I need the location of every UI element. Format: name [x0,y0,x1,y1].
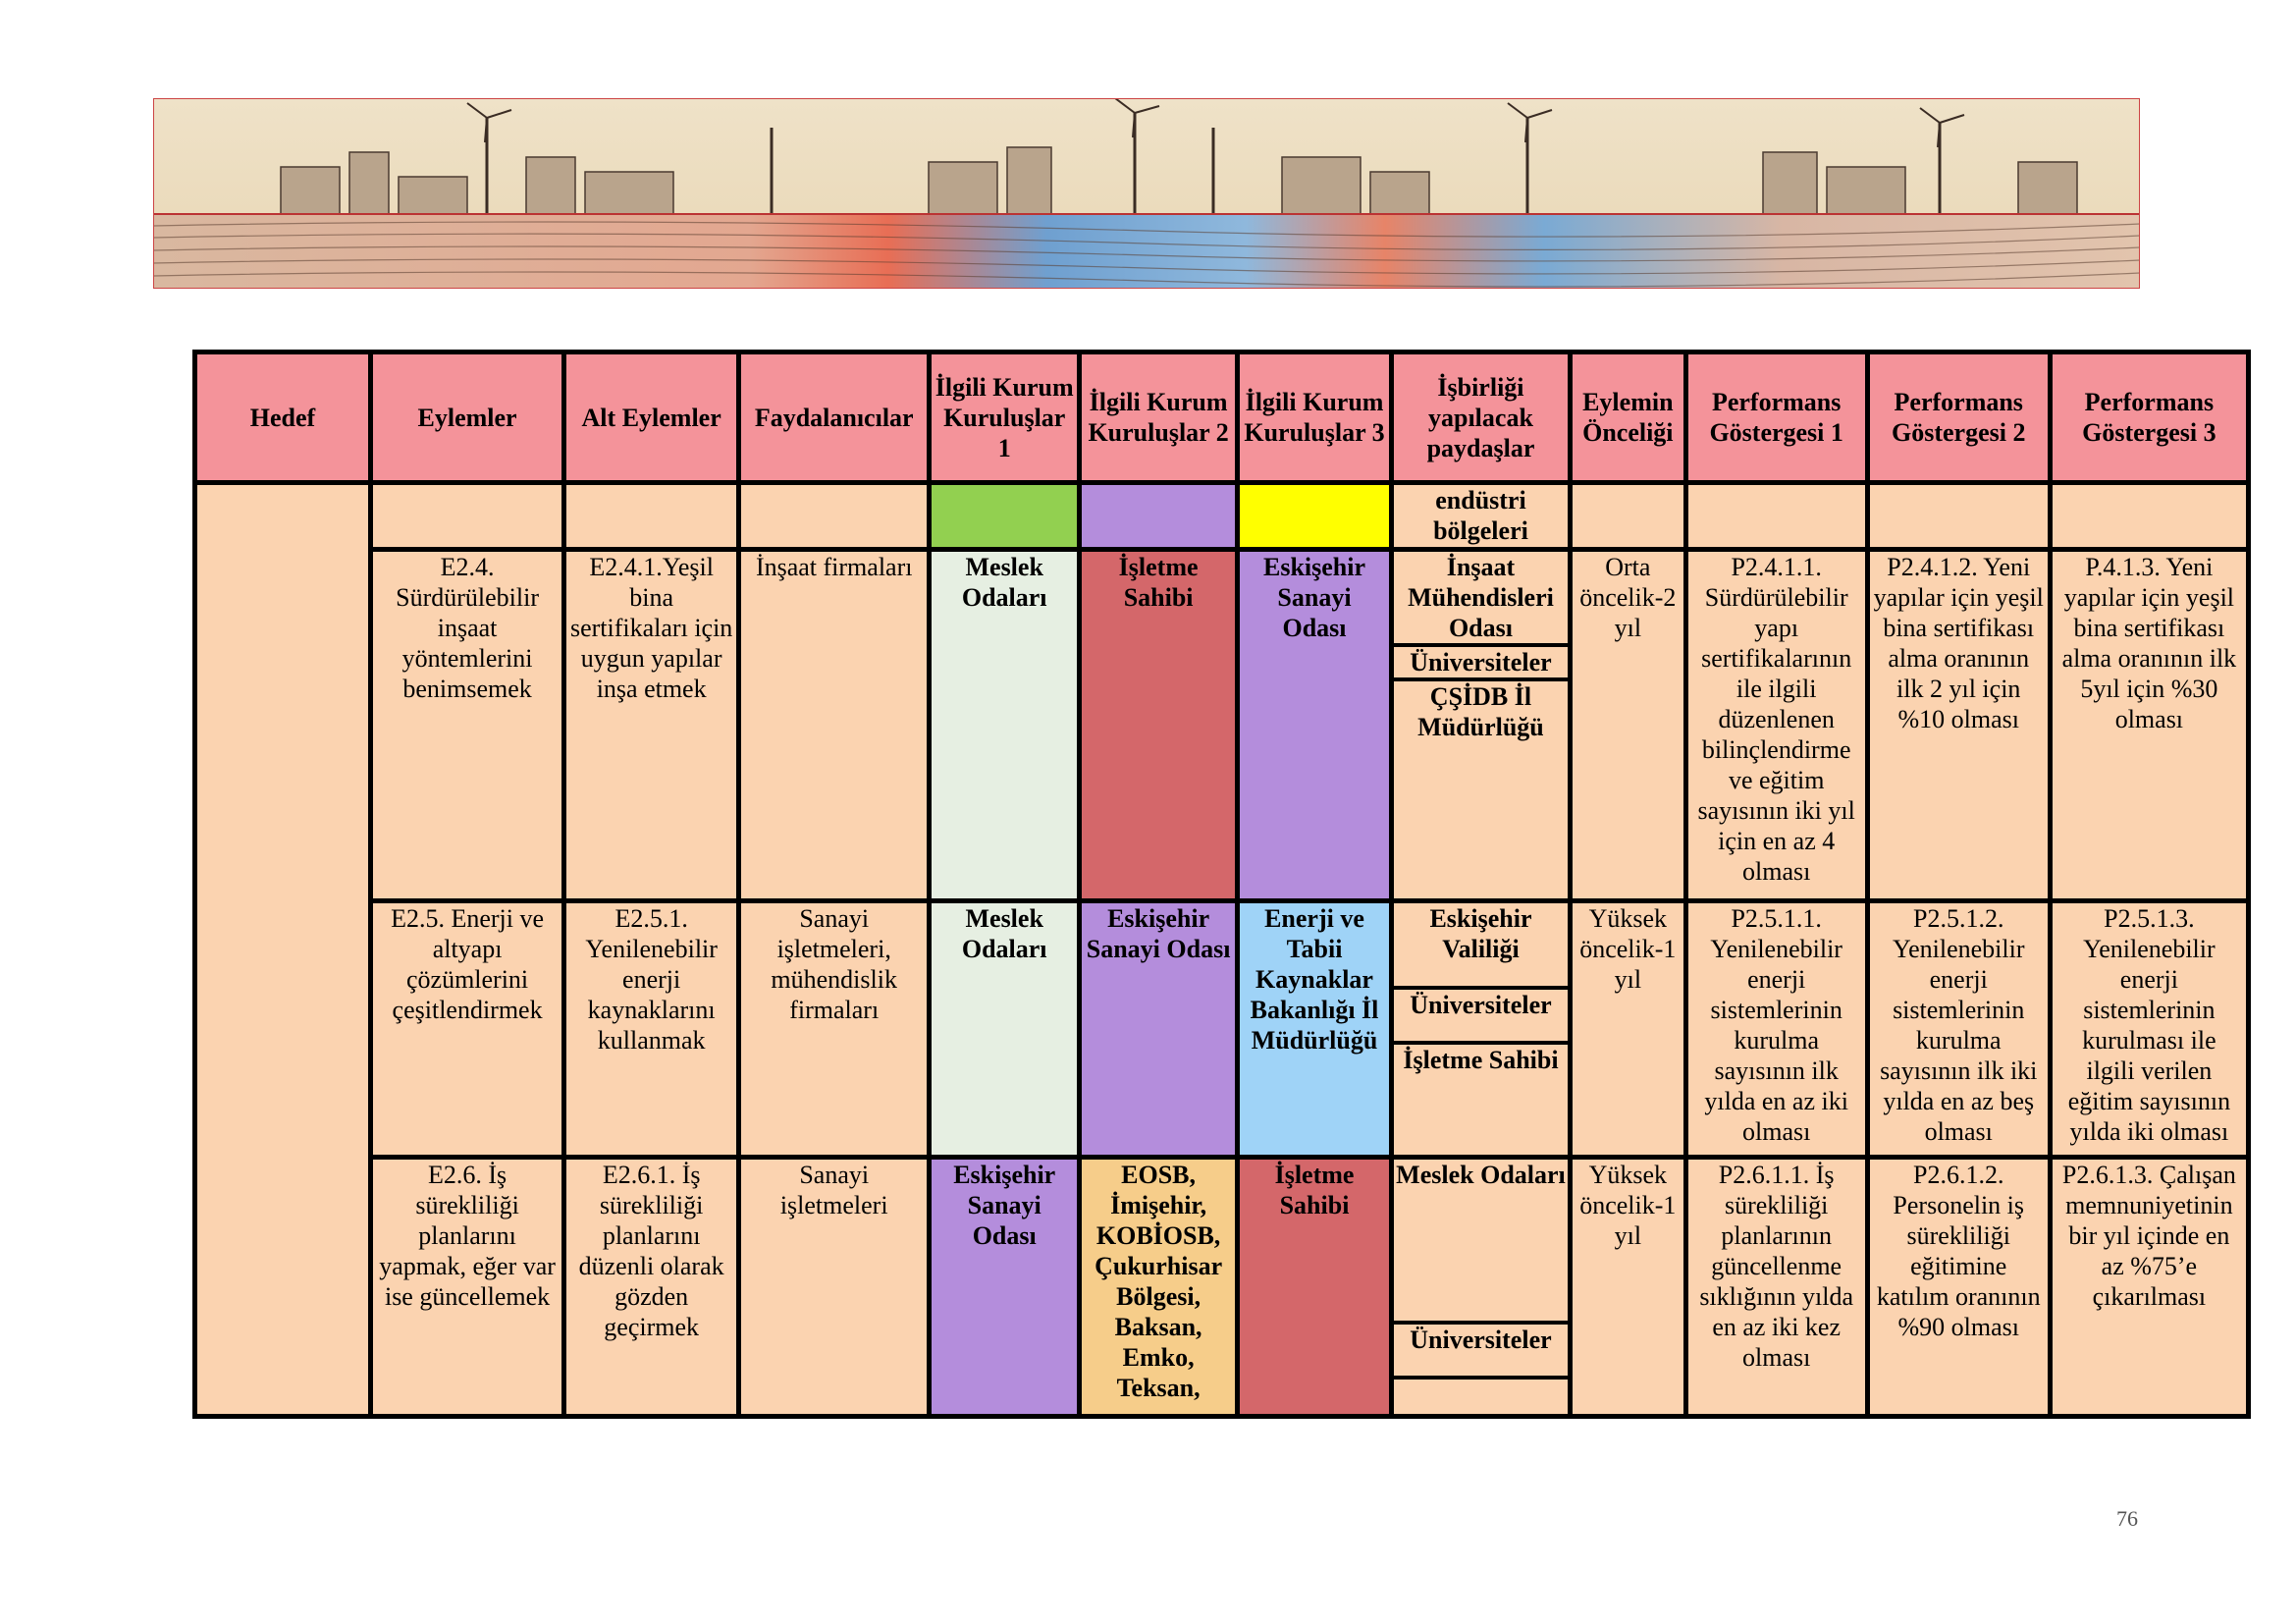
oncelik-cell: Yüksek öncelik-1 yıl [1570,1158,1685,1417]
header-banner-illustration [153,98,2140,289]
kurum3-color-cell [1238,483,1392,550]
kurum2-color-cell [1080,483,1238,550]
kurum2-cell: İşletme Sahibi [1080,550,1238,901]
table-row [195,1158,2249,1417]
pg3-cell: P.4.1.3. Yeni yapılar için yeşil bina sertifikası alma oranının ilk 5yıl için %30 olması [2050,550,2248,901]
header-kurum-3: İlgili Kurum Kuruluşlar 3 [1238,352,1392,483]
eylem-cell: E2.6. İş sürekliliği planlarını yapmak, eğer var ise güncellemek [371,1158,564,1417]
eylem-cell: E2.4. Sürdürülebilir inşaat yöntemlerini benimsemek [371,550,564,901]
paydas-item: Eskişehir Valiliği [1394,903,1568,990]
table-cell [1570,483,1685,550]
kurum1-cell: Eskişehir Sanayi Odası [930,1158,1080,1417]
table-cell [2050,483,2248,550]
paydas-item: Meslek Odaları [1394,1160,1568,1325]
header-kurum-2: İlgili Kurum Kuruluşlar 2 [1080,352,1238,483]
table-row-continuation [195,483,2249,550]
hedef-cell [195,483,371,1417]
header-alt-eylemler: Alt Eylemler [564,352,739,483]
pg2-cell: P2.5.1.2. Yenilenebilir enerji sistemlerinin kurulma sayısının ilk iki yılda en az beş olması [1867,901,2050,1158]
alt-eylem-cell: E2.6.1. İş sürekliliği planlarını düzenli olarak gözden geçirmek [564,1158,739,1417]
table-cell [564,483,739,550]
header-pg3: Performans Göstergesi 3 [2050,352,2248,483]
pg1-cell: P2.5.1.1. Yenilenebilir enerji sistemlerinin kurulma sayısının ilk yılda en az iki olması [1685,901,1867,1158]
paydaslar-cell [1391,901,1570,1158]
alt-eylem-cell: E2.5.1. Yenilenebilir enerji kaynaklarını kullanmak [564,901,739,1158]
kurum2-cell: EOSB, İmişehir, KOBİOSB, Çukurhisar Bölgesi, Baksan, Emko, Teksan, [1080,1158,1238,1417]
table-cell [371,483,564,550]
action-plan-table [192,350,2251,1419]
kurum3-cell: Eskişehir Sanayi Odası [1238,550,1392,901]
header-eylemler: Eylemler [371,352,564,483]
oncelik-cell: Orta öncelik-2 yıl [1570,550,1685,901]
paydas-item: Üniversiteler [1394,990,1568,1045]
kurum3-cell: Enerji ve Tabii Kaynaklar Bakanlığı İl Müdürlüğü [1238,901,1392,1158]
kurum1-cell: Meslek Odaları [930,550,1080,901]
pg1-cell: P2.4.1.1. Sürdürülebilir yapı sertifikalarının ile ilgili düzenlenen bilinçlendirme ve eğitim sayısının iki yıl için en az 4 olması [1685,550,1867,901]
paydas-item [1394,1380,1568,1414]
table-cell [1685,483,1867,550]
paydas-item: Üniversiteler [1394,647,1568,681]
faydalanici-cell: Sanayi işletmeleri [739,1158,930,1417]
kurum1-cell: Meslek Odaları [930,901,1080,1158]
header-pg1: Performans Göstergesi 1 [1685,352,1867,483]
kurum3-cell: İşletme Sahibi [1238,1158,1392,1417]
paydas-item: İnşaat Mühendisleri Odası [1394,552,1568,647]
kurum2-cell: Eskişehir Sanayi Odası [1080,901,1238,1158]
paydaslar-cell [1391,550,1570,901]
paydas-item: İşletme Sahibi [1403,1046,1559,1074]
pg2-cell: P2.4.1.2. Yeni yapılar için yeşil bina sertifikası alma oranının ilk 2 yıl için %10 olması [1867,550,2050,901]
table-header-row [195,352,2249,483]
faydalanici-cell: Sanayi işletmeleri, mühendislik firmaları [739,901,930,1158]
oncelik-cell: Yüksek öncelik-1 yıl [1570,901,1685,1158]
paydas-item: ÇŞİDB İl Müdürlüğü [1417,682,1544,741]
page-number: 76 [2116,1506,2138,1531]
pg1-cell: P2.6.1.1. İş sürekliliği planlarının güncellenme sıklığının yılda en az iki kez olması [1685,1158,1867,1417]
header-pg2: Performans Göstergesi 2 [1867,352,2050,483]
pg2-cell: P2.6.1.2. Personelin iş sürekliliği eğitimine katılım oranının %90 olması [1867,1158,2050,1417]
faydalanici-cell: İnşaat firmaları [739,550,930,901]
paydaslar-cell [1391,1158,1570,1417]
table-cell [739,483,930,550]
pg3-cell: P2.6.1.3. Çalışan memnuniyetinin bir yıl içinde en az %75’e çıkarılması [2050,1158,2248,1417]
table-cell [1867,483,2050,550]
header-faydalanicilar: Faydalanıcılar [739,352,930,483]
alt-eylem-cell: E2.4.1.Yeşil bina sertifikaları için uygun yapılar inşa etmek [564,550,739,901]
table-row [195,550,2249,901]
pg3-cell: P2.5.1.3. Yenilenebilir enerji sistemlerinin kurulması ile ilgili verilen eğitim sayısının yılda iki olması [2050,901,2248,1158]
paydas-item: Üniversiteler [1394,1325,1568,1380]
eylem-cell: E2.5. Enerji ve altyapı çözümlerini çeşitlendirmek [371,901,564,1158]
header-hedef: Hedef [195,352,371,483]
isbirligi-continuation: endüstri bölgeleri [1391,483,1570,550]
header-kurum-1: İlgili Kurum Kuruluşlar 1 [930,352,1080,483]
header-isbirligi: İşbirliği yapılacak paydaşlar [1391,352,1570,483]
table-row [195,901,2249,1158]
header-oncelik: Eylemin Önceliği [1570,352,1685,483]
kurum1-color-cell [930,483,1080,550]
